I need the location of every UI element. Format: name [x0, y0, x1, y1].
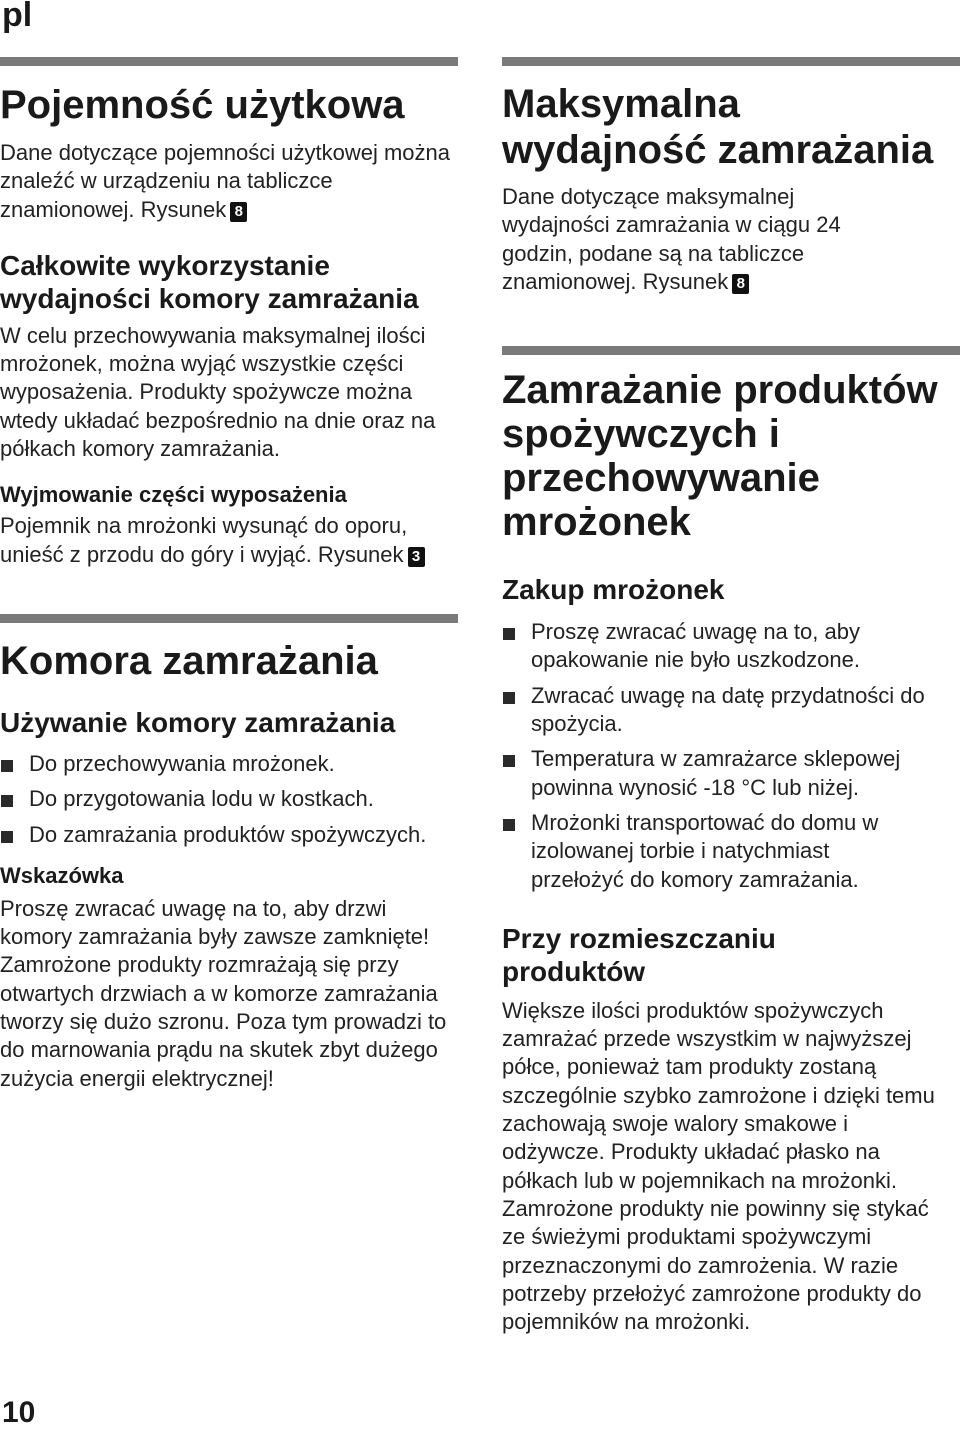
list-item: Do zamrażania produktów spożywczych. — [0, 821, 460, 849]
section-title-usable-capacity: Pojemność użytkowa — [0, 83, 405, 127]
section-divider — [502, 57, 960, 66]
note-text: Proszę zwracać uwagę na to, aby drzwi komory zamrażania były zawsze zamknięte! Zamrożone produkty rozmrażają się przy otwartych drzwiach a w komorze zamrażania tworzy się dużo szronu. Poza tym prowadzi to do marnowania prądu na skutek zbyt dużego zużycia energii elektrycznej! — [0, 895, 447, 1091]
section-title-freezing-storing: Zamrażanie produktów spożywczych i przechowywanie mrożonek — [502, 368, 938, 545]
language-label: pl — [2, 0, 33, 34]
right-column — [502, 57, 960, 1336]
list-item: Temperatura w zamrażarce sklepowej powinna wynosić -18 °C lub niżej. — [502, 745, 954, 802]
figure-ref-badge: 8 — [732, 274, 749, 294]
section-title-freezer: Komora zamrażania — [0, 638, 378, 683]
subsection-title-using-freezer: Używanie komory zamrażania — [0, 706, 396, 738]
left-column — [0, 57, 460, 1093]
subsection-title-remove-accessories: Wyjmowanie części wyposażenia — [0, 482, 347, 508]
list-item: Proszę zwracać uwagę na to, aby opakowanie nie było uszkodzone. — [502, 618, 911, 675]
list-item: Do przygotowania lodu w kostkach. — [0, 785, 460, 813]
max-freezing-text: Dane dotyczące maksymalnej wydajności zamrażania w ciągu 24 godzin, podane są na tabliczce znamionowej. Rysunek 8 — [502, 184, 841, 294]
section-divider — [0, 57, 458, 66]
subsection-title-placing-products: Przy rozmieszczaniu produktów — [502, 922, 776, 987]
subsection-title-full-use: Całkowite wykorzystanie wydajności komory zamrażania — [0, 249, 419, 314]
figure-ref-badge: 8 — [230, 202, 247, 222]
full-use-text: W celu przechowywania maksymalnej ilości mrożonek, można wyjąć wszystkie części wyposażenia. Produkty spożywcze można wtedy układać bezpośrednio na dnie oraz na półkach komory zamrażania. — [0, 322, 436, 462]
note-title: Wskazówka — [0, 862, 124, 888]
subsection-title-buying-frozen: Zakup mrożonek — [502, 574, 725, 606]
remove-accessories-text: Pojemnik na mrożonki wysunąć do oporu, unieść z przodu do góry i wyjąć. Rysunek 3 — [0, 512, 460, 569]
section-divider — [0, 614, 458, 623]
section-title-max-freezing: Maksymalna wydajność zamrażania — [502, 82, 934, 172]
section-divider — [502, 346, 960, 355]
page-number: 10 — [2, 1396, 36, 1429]
usable-capacity-text: Dane dotyczące pojemności użytkowej można znaleźć w urządzeniu na tabliczce znamionowej. Rysunek 8 — [0, 140, 451, 222]
freezer-uses-list — [0, 750, 460, 849]
figure-ref-badge: 3 — [408, 547, 425, 567]
list-item: Mrożonki transportować do domu w izolowanej torbie i natychmiast przełożyć do komory zamrażania. — [502, 809, 911, 894]
list-item: Zwracać uwagę na datę przydatności do spożycia. — [502, 682, 954, 739]
placing-products-text: Większe ilości produktów spożywczych zamrażać przede wszystkim w najwyższej półce, ponieważ tam produkty zostaną szczególnie szybko zamrożone i dzięki temu zachowają swoje walory smakowe i odżywcze. Produkty układać płasko na półkach lub w pojemnikach na mrożonki. Zamrożone produkty nie powinny się stykać ze świeżymi produktami spożywczymi przeznaczonymi do zamrożenia. W razie potrzeby przełożyć zamrożone produkty do pojemników na mrożonki. — [502, 997, 935, 1335]
list-item: Do przechowywania mrożonek. — [0, 750, 460, 778]
buying-tips-list — [502, 618, 954, 894]
